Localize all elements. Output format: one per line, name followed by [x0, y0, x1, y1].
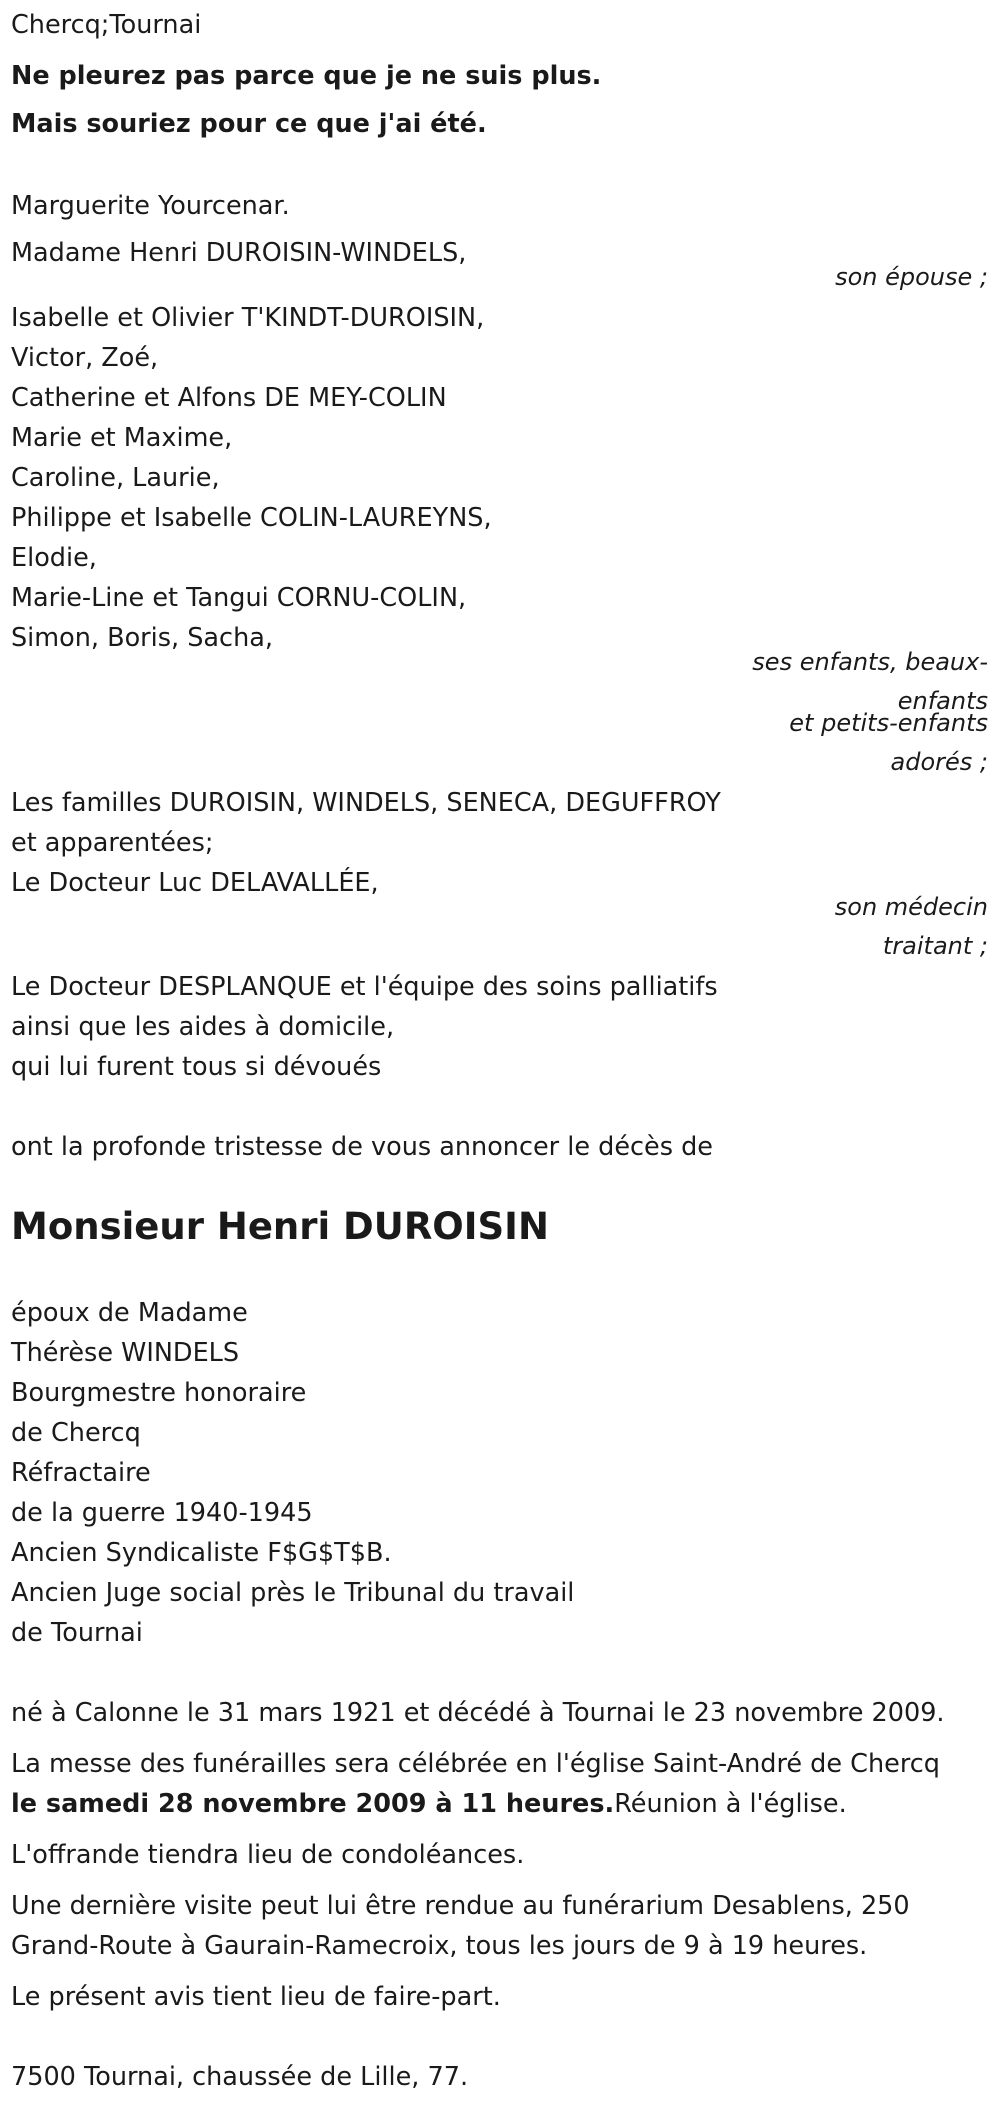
doctor-role-line: son médecin: [834, 893, 988, 921]
mass-line-2: [11, 1787, 847, 1821]
detail-line: de Chercq: [11, 1418, 141, 1448]
children-line: Philippe et Isabelle COLIN-LAUREYNS,: [11, 503, 492, 533]
children-line: Isabelle et Olivier T'KINDT-DUROISIN,: [11, 303, 485, 333]
visit-line-2: Grand-Route à Gaurain-Ramecroix, tous les jours de 9 à 19 heures.: [11, 1931, 868, 1961]
birth-death-line: né à Calonne le 31 mars 1921 et décédé à Tournai le 23 novembre 2009.: [11, 1698, 945, 1728]
children-line: Caroline, Laurie,: [11, 463, 220, 493]
mass-after: Réunion à l'église.: [614, 1789, 847, 1819]
children-line: Elodie,: [11, 543, 97, 573]
quote-author: Marguerite Yourcenar.: [11, 191, 290, 221]
detail-line: Réfractaire: [11, 1458, 151, 1488]
mass-line-1: La messe des funérailles sera célébrée en l'église Saint-André de Chercq: [11, 1749, 940, 1779]
children-line: Catherine et Alfons DE MEY-COLIN: [11, 383, 447, 413]
children-role-line: et petits-enfants: [789, 709, 988, 737]
doctor-role-line: traitant ;: [882, 932, 988, 960]
deceased-name: Monsieur Henri DUROISIN: [11, 1205, 549, 1248]
detail-line: de la guerre 1940-1945: [11, 1498, 313, 1528]
notice-line: Le présent avis tient lieu de faire-part.: [11, 1982, 501, 2012]
detail-line: époux de Madame: [11, 1298, 248, 1328]
detail-line: Ancien Syndicaliste F$G$T$B.: [11, 1538, 392, 1568]
visit-line-1: Une dernière visite peut lui être rendue au funérarium Desablens, 250: [11, 1891, 910, 1921]
quote-line-2: Mais souriez pour ce que j'ai été.: [11, 109, 487, 139]
address-line: 7500 Tournai, chaussée de Lille, 77.: [11, 2062, 469, 2092]
detail-line: Thérèse WINDELS: [11, 1338, 240, 1368]
children-line: Marie et Maxime,: [11, 423, 233, 453]
doctor-name: Le Docteur Luc DELAVALLÉE,: [11, 868, 379, 898]
spouse-role: son épouse ;: [835, 263, 988, 291]
detail-line: Bourgmestre honoraire: [11, 1378, 307, 1408]
detail-line: de Tournai: [11, 1618, 143, 1648]
detail-line: Ancien Juge social près le Tribunal du travail: [11, 1578, 575, 1608]
care-line: ainsi que les aides à domicile,: [11, 1012, 395, 1042]
relatives-line-2: et apparentées;: [11, 828, 214, 858]
care-line: qui lui furent tous si dévoués: [11, 1052, 382, 1082]
children-role-line: enfants: [897, 687, 988, 715]
care-line: Le Docteur DESPLANQUE et l'équipe des soins palliatifs: [11, 972, 718, 1002]
relatives-line-1: Les familles DUROISIN, WINDELS, SENECA, DEGUFFROY: [11, 788, 721, 818]
children-line: Simon, Boris, Sacha,: [11, 623, 273, 653]
announcement-intro: ont la profonde tristesse de vous annoncer le décès de: [11, 1132, 713, 1162]
quote-line-1: Ne pleurez pas parce que je ne suis plus.: [11, 61, 602, 91]
children-line: Victor, Zoé,: [11, 343, 159, 373]
children-role-line: ses enfants, beaux-: [752, 648, 988, 676]
place-heading: Chercq;Tournai: [11, 10, 202, 40]
mass-date: le samedi 28 novembre 2009 à 11 heures.: [11, 1789, 615, 1819]
offering-line: L'offrande tiendra lieu de condoléances.: [11, 1840, 525, 1870]
spouse-name: Madame Henri DUROISIN-WINDELS,: [11, 238, 467, 268]
children-line: Marie-Line et Tangui CORNU-COLIN,: [11, 583, 467, 613]
children-role-line: adorés ;: [890, 748, 988, 776]
